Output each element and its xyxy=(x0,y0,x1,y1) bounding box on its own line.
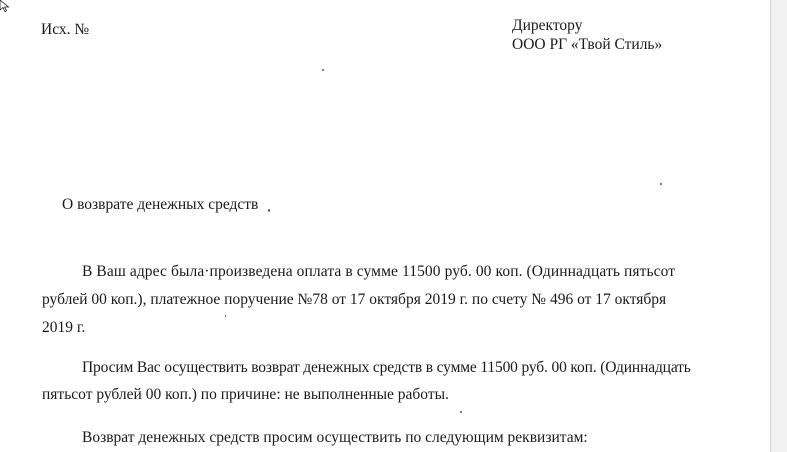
paragraph-2-line-2: пятьсот рублей 00 коп.) по причине: не выполненные работы. xyxy=(42,386,449,403)
scan-speck xyxy=(225,315,226,317)
letter-subject: О возврате денежных средств xyxy=(62,196,259,213)
scan-speck xyxy=(268,209,270,212)
scan-speck xyxy=(660,183,662,185)
outgoing-number-label: Исх. № xyxy=(41,21,90,38)
paragraph-1-line-3: 2019 г. xyxy=(42,319,86,336)
cursor-arrow-icon xyxy=(0,0,10,12)
page-edge-margin xyxy=(770,0,787,452)
paragraph-3-line-1: Возврат денежных средств просим осуществить по следующим реквизитам: xyxy=(82,429,588,446)
scan-speck xyxy=(460,411,462,413)
addressee-title: Директору xyxy=(512,17,583,34)
paragraph-2-line-1: Просим Вас осуществить возврат денежных средств в сумме 11500 руб. 00 коп. (Одиннадцать xyxy=(82,359,691,376)
addressee-organization: ООО РГ «Твой Стиль» xyxy=(512,36,663,53)
paragraph-1-line-1: В Ваш адрес была·произведена оплата в сумме 11500 руб. 00 коп. (Одиннадцать пятьсот xyxy=(82,263,676,280)
paragraph-1-line-2: рублей 00 коп.), платежное поручение №78 от 17 октября 2019 г. по счету № 496 от 17 октября xyxy=(42,291,667,308)
scan-speck xyxy=(322,69,324,71)
